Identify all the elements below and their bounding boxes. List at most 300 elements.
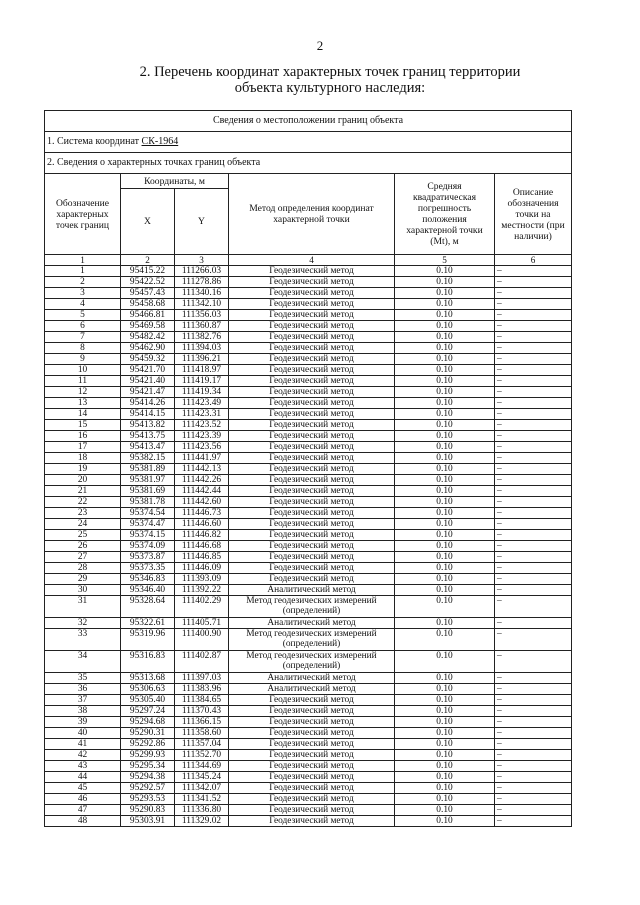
- x-coordinate: 95421.70: [121, 365, 175, 376]
- error-value: 0.10: [395, 365, 495, 376]
- point-number: 29: [45, 574, 121, 585]
- description: –: [495, 717, 572, 728]
- description: –: [495, 651, 572, 673]
- error-value: 0.10: [395, 673, 495, 684]
- y-coordinate: 111423.49: [175, 398, 229, 409]
- description: –: [495, 519, 572, 530]
- point-number: 16: [45, 431, 121, 442]
- y-coordinate: 111360.87: [175, 321, 229, 332]
- description: –: [495, 431, 572, 442]
- method: Геодезический метод: [229, 398, 395, 409]
- method: Геодезический метод: [229, 541, 395, 552]
- method: Геодезический метод: [229, 475, 395, 486]
- point-number: 10: [45, 365, 121, 376]
- method: Геодезический метод: [229, 387, 395, 398]
- error-value: 0.10: [395, 761, 495, 772]
- table-row: [45, 486, 572, 497]
- coord-system-row: [45, 132, 572, 153]
- method: Геодезический метод: [229, 563, 395, 574]
- description: –: [495, 673, 572, 684]
- table-row: [45, 706, 572, 717]
- x-coordinate: 95413.47: [121, 442, 175, 453]
- method: Аналитический метод: [229, 684, 395, 695]
- point-number: 3: [45, 288, 121, 299]
- y-coordinate: 111446.82: [175, 530, 229, 541]
- error-value: 0.10: [395, 486, 495, 497]
- y-coordinate: 111423.31: [175, 409, 229, 420]
- column-numbers-row: [45, 255, 572, 266]
- column-number: 2: [121, 255, 175, 266]
- method: Геодезический метод: [229, 354, 395, 365]
- point-number: 37: [45, 695, 121, 706]
- x-coordinate: 95313.68: [121, 673, 175, 684]
- description: –: [495, 706, 572, 717]
- x-coordinate: 95381.97: [121, 475, 175, 486]
- error-value: 0.10: [395, 717, 495, 728]
- point-number: 22: [45, 497, 121, 508]
- y-coordinate: 111382.76: [175, 332, 229, 343]
- x-coordinate: 95414.15: [121, 409, 175, 420]
- method: Геодезический метод: [229, 805, 395, 816]
- error-value: 0.10: [395, 563, 495, 574]
- x-coordinate: 95294.68: [121, 717, 175, 728]
- method: Геодезический метод: [229, 552, 395, 563]
- point-number: 4: [45, 299, 121, 310]
- error-value: 0.10: [395, 816, 495, 827]
- description: –: [495, 266, 572, 277]
- table-row: [45, 464, 572, 475]
- y-coordinate: 111352.70: [175, 750, 229, 761]
- error-value: 0.10: [395, 442, 495, 453]
- coord-system-label: 1. Система координат: [47, 136, 142, 147]
- table-row: [45, 299, 572, 310]
- error-value: 0.10: [395, 618, 495, 629]
- description: –: [495, 299, 572, 310]
- coordinates-table: [44, 110, 572, 827]
- point-number: 47: [45, 805, 121, 816]
- point-number: 6: [45, 321, 121, 332]
- description: –: [495, 618, 572, 629]
- table-caption: Сведения о местоположении границ объекта: [45, 111, 572, 132]
- description: –: [495, 288, 572, 299]
- method: Геодезический метод: [229, 695, 395, 706]
- x-coordinate: 95459.32: [121, 354, 175, 365]
- y-coordinate: 111366.15: [175, 717, 229, 728]
- point-number: 35: [45, 673, 121, 684]
- error-value: 0.10: [395, 332, 495, 343]
- method: Геодезический метод: [229, 739, 395, 750]
- error-value: 0.10: [395, 552, 495, 563]
- error-value: 0.10: [395, 695, 495, 706]
- method: Геодезический метод: [229, 321, 395, 332]
- method: Геодезический метод: [229, 277, 395, 288]
- description: –: [495, 585, 572, 596]
- point-number: 41: [45, 739, 121, 750]
- coord-system-value: СК-1964: [141, 136, 179, 147]
- header-coords: Координаты, м: [121, 174, 229, 189]
- table-row: [45, 772, 572, 783]
- description: –: [495, 816, 572, 827]
- x-coordinate: 95346.40: [121, 585, 175, 596]
- y-coordinate: 111345.24: [175, 772, 229, 783]
- x-coordinate: 95299.93: [121, 750, 175, 761]
- point-number: 46: [45, 794, 121, 805]
- y-coordinate: 111419.34: [175, 387, 229, 398]
- table-row: [45, 673, 572, 684]
- coord-system-cell: [45, 132, 572, 153]
- table-row: [45, 354, 572, 365]
- table-row: [45, 629, 572, 651]
- point-number: 38: [45, 706, 121, 717]
- table-row: [45, 277, 572, 288]
- method: Аналитический метод: [229, 618, 395, 629]
- error-value: 0.10: [395, 739, 495, 750]
- x-coordinate: 95295.34: [121, 761, 175, 772]
- x-coordinate: 95457.43: [121, 288, 175, 299]
- y-coordinate: 111394.03: [175, 343, 229, 354]
- y-coordinate: 111396.21: [175, 354, 229, 365]
- description: –: [495, 783, 572, 794]
- table-row: [45, 794, 572, 805]
- table-row: [45, 728, 572, 739]
- point-number: 2: [45, 277, 121, 288]
- point-number: 8: [45, 343, 121, 354]
- point-number: 5: [45, 310, 121, 321]
- table-row: [45, 574, 572, 585]
- y-coordinate: 111266.03: [175, 266, 229, 277]
- table-row: [45, 585, 572, 596]
- table-row: [45, 651, 572, 673]
- point-number: 12: [45, 387, 121, 398]
- x-coordinate: 95292.86: [121, 739, 175, 750]
- header-method: Метод определения координат характерной точки: [229, 174, 395, 255]
- x-coordinate: 95306.63: [121, 684, 175, 695]
- y-coordinate: 111342.10: [175, 299, 229, 310]
- y-coordinate: 111405.71: [175, 618, 229, 629]
- method: Геодезический метод: [229, 288, 395, 299]
- y-coordinate: 111392.22: [175, 585, 229, 596]
- heading-line-1: 2. Перечень координат характерных точек границ территории: [139, 64, 521, 80]
- point-number: 36: [45, 684, 121, 695]
- point-number: 27: [45, 552, 121, 563]
- header-x: X: [121, 189, 175, 255]
- point-number: 17: [45, 442, 121, 453]
- point-number: 19: [45, 464, 121, 475]
- method: Геодезический метод: [229, 431, 395, 442]
- y-coordinate: 111446.68: [175, 541, 229, 552]
- x-coordinate: 95466.81: [121, 310, 175, 321]
- method: Геодезический метод: [229, 574, 395, 585]
- error-value: 0.10: [395, 409, 495, 420]
- point-number: 20: [45, 475, 121, 486]
- point-number: 25: [45, 530, 121, 541]
- x-coordinate: 95415.22: [121, 266, 175, 277]
- table-row: [45, 552, 572, 563]
- table-row: [45, 475, 572, 486]
- error-value: 0.10: [395, 508, 495, 519]
- method: Геодезический метод: [229, 772, 395, 783]
- error-value: 0.10: [395, 431, 495, 442]
- y-coordinate: 111341.52: [175, 794, 229, 805]
- header-row-1: [45, 174, 572, 189]
- x-coordinate: 95458.68: [121, 299, 175, 310]
- page-number: 2: [316, 38, 324, 53]
- y-coordinate: 111357.04: [175, 739, 229, 750]
- error-value: 0.10: [395, 772, 495, 783]
- table-row: [45, 761, 572, 772]
- table-row: [45, 288, 572, 299]
- table-row: [45, 596, 572, 618]
- description: –: [495, 453, 572, 464]
- method: Геодезический метод: [229, 783, 395, 794]
- x-coordinate: 95374.54: [121, 508, 175, 519]
- error-value: 0.10: [395, 277, 495, 288]
- table-row: [45, 420, 572, 431]
- description: –: [495, 354, 572, 365]
- y-coordinate: 111423.39: [175, 431, 229, 442]
- x-coordinate: 95305.40: [121, 695, 175, 706]
- description: –: [495, 475, 572, 486]
- point-number: 1: [45, 266, 121, 277]
- table-row: [45, 519, 572, 530]
- table-row: [45, 750, 572, 761]
- x-coordinate: 95303.91: [121, 816, 175, 827]
- table-row: [45, 398, 572, 409]
- x-coordinate: 95319.96: [121, 629, 175, 651]
- x-coordinate: 95422.52: [121, 277, 175, 288]
- table-row: [45, 431, 572, 442]
- points-section-title: 2. Сведения о характерных точках границ объекта: [45, 153, 572, 174]
- description: –: [495, 574, 572, 585]
- description: –: [495, 420, 572, 431]
- method: Геодезический метод: [229, 761, 395, 772]
- x-coordinate: 95328.64: [121, 596, 175, 618]
- description: –: [495, 596, 572, 618]
- table-row: [45, 376, 572, 387]
- x-coordinate: 95346.83: [121, 574, 175, 585]
- error-value: 0.10: [395, 805, 495, 816]
- method: Геодезический метод: [229, 728, 395, 739]
- x-coordinate: 95374.09: [121, 541, 175, 552]
- error-value: 0.10: [395, 651, 495, 673]
- point-number: 33: [45, 629, 121, 651]
- error-value: 0.10: [395, 519, 495, 530]
- method: Метод геодезических измерений (определений): [229, 596, 395, 618]
- y-coordinate: 111441.97: [175, 453, 229, 464]
- x-coordinate: 95290.83: [121, 805, 175, 816]
- description: –: [495, 761, 572, 772]
- y-coordinate: 111418.97: [175, 365, 229, 376]
- error-value: 0.10: [395, 453, 495, 464]
- error-value: 0.10: [395, 420, 495, 431]
- table-caption-row: [45, 111, 572, 132]
- method: Геодезический метод: [229, 464, 395, 475]
- y-coordinate: 111344.69: [175, 761, 229, 772]
- method: Метод геодезических измерений (определений): [229, 651, 395, 673]
- x-coordinate: 95374.15: [121, 530, 175, 541]
- error-value: 0.10: [395, 299, 495, 310]
- y-coordinate: 111393.09: [175, 574, 229, 585]
- table-row: [45, 387, 572, 398]
- method: Геодезический метод: [229, 508, 395, 519]
- table-row: [45, 453, 572, 464]
- method: Геодезический метод: [229, 706, 395, 717]
- description: –: [495, 387, 572, 398]
- method: Геодезический метод: [229, 266, 395, 277]
- point-number: 42: [45, 750, 121, 761]
- method: Геодезический метод: [229, 420, 395, 431]
- y-coordinate: 111423.52: [175, 420, 229, 431]
- method: Геодезический метод: [229, 409, 395, 420]
- table-row: [45, 310, 572, 321]
- point-number: 15: [45, 420, 121, 431]
- y-coordinate: 111336.80: [175, 805, 229, 816]
- y-coordinate: 111442.44: [175, 486, 229, 497]
- method: Метод геодезических измерений (определений): [229, 629, 395, 651]
- column-number: 6: [495, 255, 572, 266]
- description: –: [495, 805, 572, 816]
- description: –: [495, 552, 572, 563]
- error-value: 0.10: [395, 376, 495, 387]
- header-error: Средняя квадратическая погрешность положения характерной точки (Mt), м: [395, 174, 495, 255]
- point-number: 44: [45, 772, 121, 783]
- method: Аналитический метод: [229, 673, 395, 684]
- error-value: 0.10: [395, 783, 495, 794]
- error-value: 0.10: [395, 530, 495, 541]
- y-coordinate: 111342.07: [175, 783, 229, 794]
- method: Геодезический метод: [229, 497, 395, 508]
- header-y: Y: [175, 189, 229, 255]
- error-value: 0.10: [395, 464, 495, 475]
- table-row: [45, 783, 572, 794]
- table-row: [45, 321, 572, 332]
- column-number: 4: [229, 255, 395, 266]
- method: Геодезический метод: [229, 816, 395, 827]
- method: Геодезический метод: [229, 530, 395, 541]
- x-coordinate: 95381.69: [121, 486, 175, 497]
- x-coordinate: 95374.47: [121, 519, 175, 530]
- y-coordinate: 111442.26: [175, 475, 229, 486]
- point-number: 48: [45, 816, 121, 827]
- error-value: 0.10: [395, 266, 495, 277]
- x-coordinate: 95482.42: [121, 332, 175, 343]
- error-value: 0.10: [395, 585, 495, 596]
- table-row: [45, 695, 572, 706]
- y-coordinate: 111358.60: [175, 728, 229, 739]
- x-coordinate: 95292.57: [121, 783, 175, 794]
- table-row: [45, 541, 572, 552]
- y-coordinate: 111423.56: [175, 442, 229, 453]
- column-number: 1: [45, 255, 121, 266]
- table-row: [45, 332, 572, 343]
- error-value: 0.10: [395, 310, 495, 321]
- x-coordinate: 95316.83: [121, 651, 175, 673]
- description: –: [495, 684, 572, 695]
- column-number: 3: [175, 255, 229, 266]
- y-coordinate: 111442.13: [175, 464, 229, 475]
- description: –: [495, 541, 572, 552]
- point-number: 7: [45, 332, 121, 343]
- point-number: 31: [45, 596, 121, 618]
- description: –: [495, 398, 572, 409]
- point-number: 40: [45, 728, 121, 739]
- description: –: [495, 772, 572, 783]
- point-number: 26: [45, 541, 121, 552]
- method: Геодезический метод: [229, 299, 395, 310]
- point-number: 45: [45, 783, 121, 794]
- error-value: 0.10: [395, 321, 495, 332]
- description: –: [495, 794, 572, 805]
- description: –: [495, 343, 572, 354]
- description: –: [495, 409, 572, 420]
- y-coordinate: 111400.90: [175, 629, 229, 651]
- description: –: [495, 563, 572, 574]
- error-value: 0.10: [395, 288, 495, 299]
- point-number: 24: [45, 519, 121, 530]
- point-number: 23: [45, 508, 121, 519]
- y-coordinate: 111329.02: [175, 816, 229, 827]
- table-row: [45, 563, 572, 574]
- description: –: [495, 277, 572, 288]
- x-coordinate: 95381.89: [121, 464, 175, 475]
- table-row: [45, 618, 572, 629]
- method: Геодезический метод: [229, 343, 395, 354]
- points-section-row: [45, 153, 572, 174]
- header-point: Обозначение характерных точек границ: [45, 174, 121, 255]
- point-number: 14: [45, 409, 121, 420]
- header-description: Описание обозначения точки на местности (при наличии): [495, 174, 572, 255]
- error-value: 0.10: [395, 750, 495, 761]
- point-number: 43: [45, 761, 121, 772]
- y-coordinate: 111383.96: [175, 684, 229, 695]
- x-coordinate: 95421.40: [121, 376, 175, 387]
- x-coordinate: 95462.90: [121, 343, 175, 354]
- table-row: [45, 684, 572, 695]
- y-coordinate: 111340.16: [175, 288, 229, 299]
- description: –: [495, 321, 572, 332]
- error-value: 0.10: [395, 629, 495, 651]
- error-value: 0.10: [395, 475, 495, 486]
- x-coordinate: 95294.38: [121, 772, 175, 783]
- table-row: [45, 816, 572, 827]
- y-coordinate: 111384.65: [175, 695, 229, 706]
- table-row: [45, 365, 572, 376]
- table-row: [45, 497, 572, 508]
- table-row: [45, 739, 572, 750]
- error-value: 0.10: [395, 684, 495, 695]
- point-number: 39: [45, 717, 121, 728]
- description: –: [495, 530, 572, 541]
- y-coordinate: 111419.17: [175, 376, 229, 387]
- x-coordinate: 95373.35: [121, 563, 175, 574]
- description: –: [495, 728, 572, 739]
- column-number: 5: [395, 255, 495, 266]
- x-coordinate: 95290.31: [121, 728, 175, 739]
- x-coordinate: 95414.26: [121, 398, 175, 409]
- document-heading: [60, 64, 600, 96]
- x-coordinate: 95469.58: [121, 321, 175, 332]
- x-coordinate: 95413.75: [121, 431, 175, 442]
- heading-line-2: объекта культурного наследия:: [234, 80, 426, 96]
- y-coordinate: 111402.87: [175, 651, 229, 673]
- y-coordinate: 111446.60: [175, 519, 229, 530]
- y-coordinate: 111397.03: [175, 673, 229, 684]
- error-value: 0.10: [395, 706, 495, 717]
- y-coordinate: 111446.09: [175, 563, 229, 574]
- y-coordinate: 111446.73: [175, 508, 229, 519]
- y-coordinate: 111402.29: [175, 596, 229, 618]
- method: Геодезический метод: [229, 365, 395, 376]
